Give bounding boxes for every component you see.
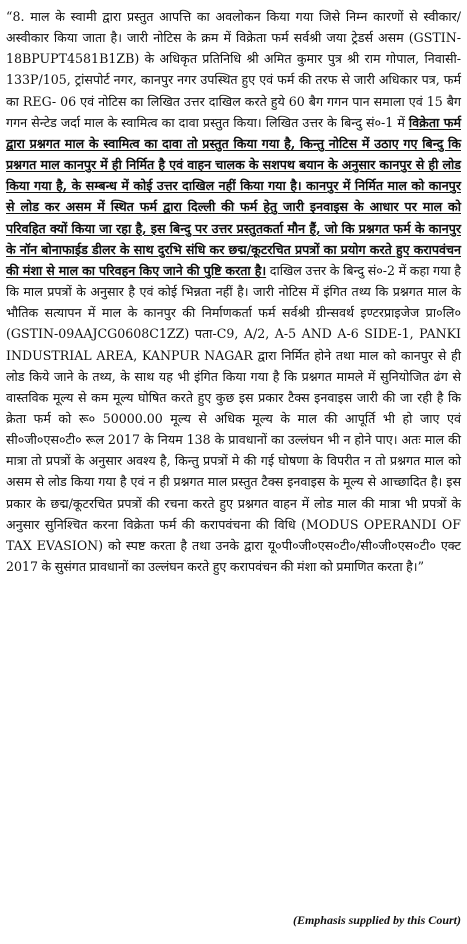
emphasized-text: विक्रेता फर्म द्वारा प्रश्नगत माल के स्वामित्व का दावा तो प्रस्तुत किया गया है, किन्तु नोटिस में उठाए गए बिन्दु कि प्रश्नगत माल कानपुर में ही निर्मित है एवं वाहन चालक के सशपथ बयान के अनुसार कानपुर से ही लोड किया गया है, के सम्बन्ध में कोई उत्तर दाखिल नहीं किया गया है। कानपुर में निर्मित माल को कानपुर से लोड कर असम में स्थित फर्म द्वारा दिल्ली की फर्म हेतु जारी इनवाइस के आधार पर माल को परिवहित क्यों किया जा रहा है, इस बिन्दु पर उत्तर प्रस्तुतकर्ता मौन हैं, जो कि प्रश्नगत फर्म के कानपुर के नॉन बोनाफाईड डीलर के साथ दुरभि संधि कर छद्म/कूटरचित प्रपत्रों का प्रयोग करते हुए करापवंचन की मंशा से माल का परिवहन किए जाने की पुष्टि करता है। [6,114,461,278]
quote-text-after-emphasis: दाखिल उत्तर के बिन्दु सं०-2 में कहा गया है कि माल प्रपत्रों के अनुसार है एवं कोई भिन्नता नहीं है। जारी नोटिस में इंगित तथ्य कि प्रश्नगत माल के भौतिक सत्यापन में माल के कानपुर की निर्माणकर्ता फर्म सर्वश्री ग्रीन्सवर्थ इण्टरप्राइजेज प्रा०लि० (GSTIN-09AAJCG0608C1ZZ) पता-C9, A/2, A-5 AND A-6 SIDE-1, PANKI INDUSTRIAL AREA, KANPUR NAGAR द्वारा निर्मित होने तथा माल को कानपुर से ही लोड किये जाने के तथ्य, के साथ यह भी इंगित किया गया है कि प्रश्नगत मामले में सुनियोजित ढंग से वास्तविक मूल्य से कम मूल्य घोषित करते हुए कुछ इस प्रकार टैक्स इनवाइस जारी की जा रही है कि क्रेता फर्म को रू० 50000.00 मूल्य से अधिक मूल्य के माल की आपूर्ति भी हो जाए एवं सी०जी०एस०टी० रूल 2017 के नियम 138 के प्रावधानों का उल्लंघन भी न होने पाए। अतः माल की मात्रा तो प्रपत्रों के अनुसार अवश्य है, किन्तु प्रपत्रों मे की गई घोषणा के विपरीत न तो प्रश्नगत माल को असम से लोड किया गया है एवं न ही प्रश्नगत माल प्रस्तुत टैक्स इनवाइस के मूल्य से आच्छादित है। इस प्रकार के छद्म/कूटरचित प्रपत्रों की रचना करते हुए प्रश्नगत वाहन में लोड माल की मात्रा भी प्रपत्रों के अनुसार सुनिश्चित करना विक्रेता फर्म की करापवंचना की विधि (MODUS OPERANDI OF TAX EVASION) को स्पष्ट करता है तथा उनके द्वारा यू०पी०जी०एस०टी०/सी०जी०एस०टी० एक्ट 2017 के सुसंगत प्रावधानों का उल्लंघन करते हुए करापवंचन की मंशा को प्रमाणित करता है।” [6,262,461,575]
quoted-paragraph [6,6,461,577]
quote-text-before-emphasis: “8. माल के स्वामी द्वारा प्रस्तुत आपत्ति का अवलोकन किया गया जिसे निम्न कारणों से स्वीकार/अस्वीकार किया जाता है। जारी नोटिस के क्रम में विक्रेता फर्म सर्वश्री जया ट्रेडर्स असम (GSTIN- 18BPUPT4581B1ZB) के अधिकृत प्रतिनिधि श्री अमित कुमार पुत्र श्री राम गोपाल, निवासी- 133P/105, ट्रांसपोर्ट नगर, कानपुर नगर उपस्थित हुए एवं फर्म की तरफ से जारी अधिकार पत्र, फर्म का REG- 06 एवं नोटिस का लिखित उत्तर दाखिल करते हुये 60 बैग गगन पान समाला एवं 15 बैग गगन सेन्टेड जर्दा माल के स्वामित्व का दावा प्रस्तुत किया। लिखित उत्तर के बिन्दु सं०-1 में [6,9,461,130]
emphasis-note: (Emphasis supplied by this Court) [292,913,461,927]
